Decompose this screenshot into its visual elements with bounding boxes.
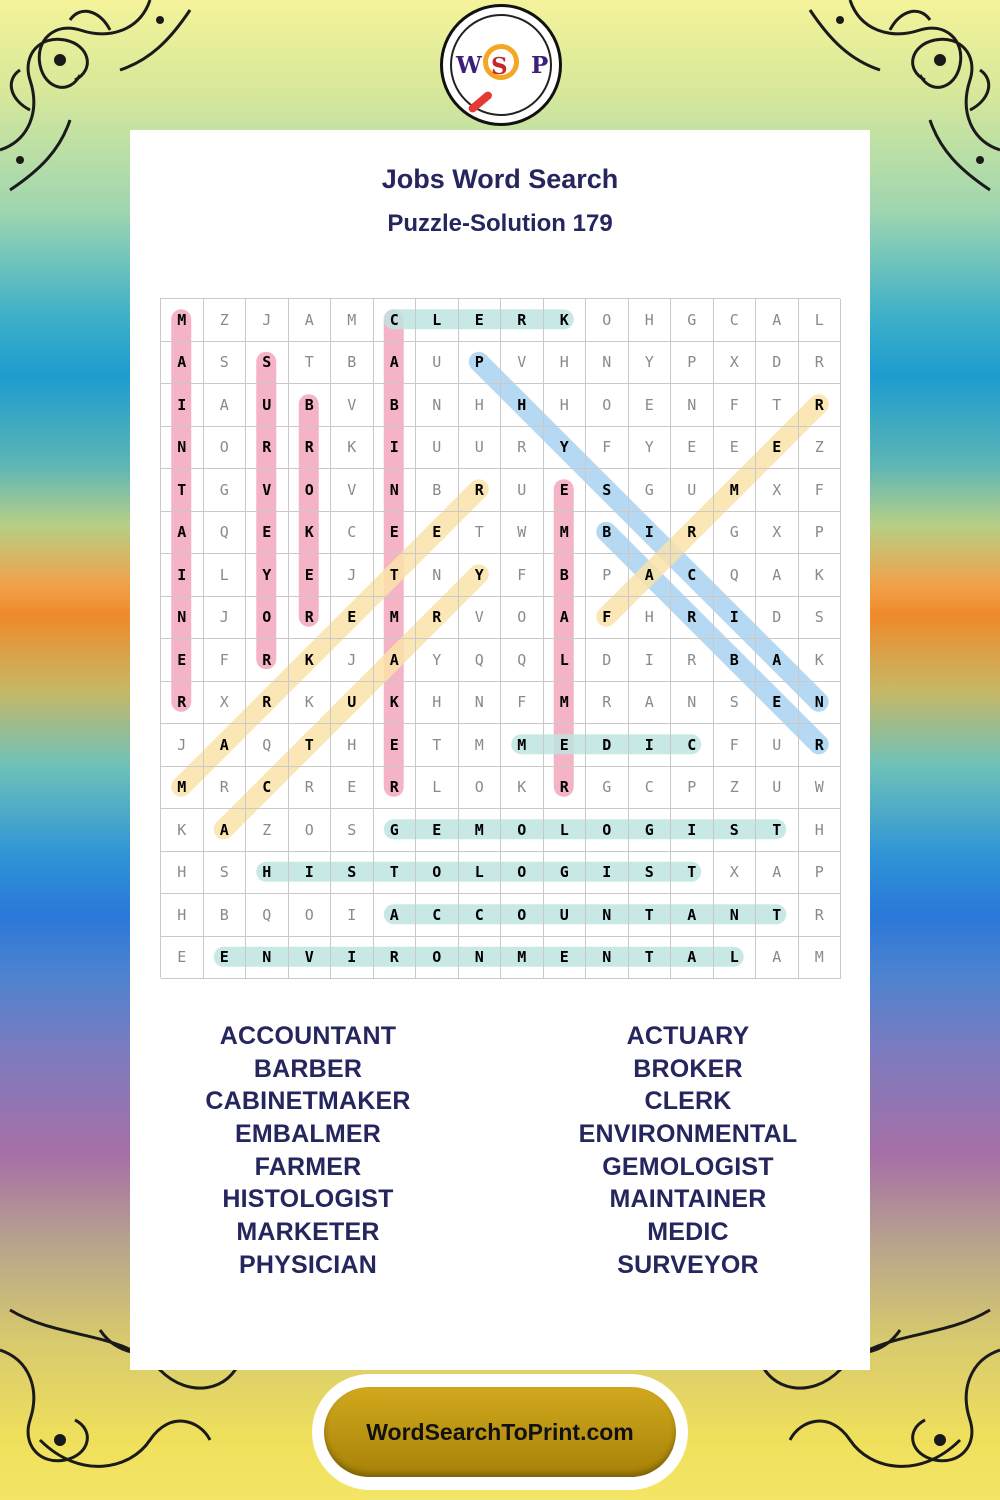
grid-cell[interactable]: O [501, 894, 544, 937]
grid-cell[interactable]: N [161, 427, 204, 470]
grid-cell[interactable]: L [416, 767, 459, 810]
grid-cell[interactable]: S [331, 809, 374, 852]
grid-cell[interactable]: D [586, 724, 629, 767]
word-list-item: CABINETMAKER [205, 1087, 411, 1116]
grid-cell[interactable]: A [544, 597, 587, 640]
word-list-item: ENVIRONMENTAL [578, 1120, 798, 1149]
grid-cell[interactable]: A [204, 809, 247, 852]
grid-cell[interactable]: X [714, 852, 757, 895]
grid-cell[interactable]: E [374, 512, 417, 555]
grid-cell[interactable]: M [544, 682, 587, 725]
grid-cell[interactable]: K [289, 682, 332, 725]
grid-cell[interactable]: M [374, 597, 417, 640]
grid-cell[interactable]: Q [246, 724, 289, 767]
grid-cell[interactable]: A [374, 639, 417, 682]
grid-cell[interactable]: I [331, 894, 374, 937]
grid-cell[interactable]: N [459, 937, 502, 980]
grid-cell[interactable]: T [289, 342, 332, 385]
grid-cell[interactable]: E [544, 469, 587, 512]
grid-cell[interactable]: R [501, 299, 544, 342]
grid-cell[interactable]: I [629, 724, 672, 767]
grid-cell[interactable]: R [459, 469, 502, 512]
grid-cell[interactable]: O [501, 597, 544, 640]
grid-cell[interactable]: J [331, 554, 374, 597]
grid-cell[interactable]: R [671, 639, 714, 682]
grid-cell[interactable]: G [629, 809, 672, 852]
grid-cell[interactable]: U [756, 724, 799, 767]
grid-cell[interactable]: O [459, 767, 502, 810]
grid-cell[interactable]: T [756, 809, 799, 852]
word-list-item: SURVEYOR [617, 1250, 759, 1279]
grid-cell[interactable]: I [629, 512, 672, 555]
grid-cell[interactable]: P [459, 342, 502, 385]
word-list-item: EMBALMER [234, 1120, 382, 1149]
grid-cell[interactable]: L [544, 809, 587, 852]
grid-cell[interactable]: V [501, 342, 544, 385]
grid-cell[interactable]: G [544, 852, 587, 895]
grid-cell[interactable]: R [501, 427, 544, 470]
grid-cell[interactable]: T [756, 384, 799, 427]
grid-cell[interactable]: V [246, 469, 289, 512]
grid-cell[interactable]: S [799, 597, 842, 640]
grid-cell[interactable]: L [204, 554, 247, 597]
grid-cell[interactable]: Z [246, 809, 289, 852]
grid-cell[interactable]: C [246, 767, 289, 810]
grid-cell[interactable]: N [799, 682, 842, 725]
grid-cell[interactable]: A [161, 512, 204, 555]
grid-cell[interactable]: R [416, 597, 459, 640]
grid-cell[interactable]: B [204, 894, 247, 937]
grid-cell[interactable]: N [586, 342, 629, 385]
grid-cell[interactable]: T [671, 852, 714, 895]
grid-cell[interactable]: O [289, 809, 332, 852]
grid-cell[interactable]: A [756, 299, 799, 342]
grid-cell[interactable]: V [459, 597, 502, 640]
grid-cell[interactable]: B [416, 469, 459, 512]
grid-cell[interactable]: D [756, 342, 799, 385]
grid-cell[interactable]: H [246, 852, 289, 895]
grid-cell[interactable]: V [289, 937, 332, 980]
grid-cell[interactable]: J [204, 597, 247, 640]
grid-cell[interactable]: U [756, 767, 799, 810]
grid-cell[interactable]: Z [204, 299, 247, 342]
grid-cell[interactable]: M [501, 937, 544, 980]
grid-cell[interactable]: L [459, 852, 502, 895]
grid-cell[interactable]: Q [714, 554, 757, 597]
grid-cell[interactable]: R [204, 767, 247, 810]
grid-cell[interactable]: S [204, 342, 247, 385]
grid-cell[interactable]: U [416, 342, 459, 385]
grid-cell[interactable]: N [161, 597, 204, 640]
grid-cell[interactable]: B [586, 512, 629, 555]
word-list-item: MEDIC [647, 1218, 729, 1247]
word-list-item: ACCOUNTANT [219, 1022, 397, 1050]
grid-cell[interactable]: Z [799, 427, 842, 470]
grid-cell[interactable]: C [671, 554, 714, 597]
grid-cell[interactable]: G [374, 809, 417, 852]
grid-cell[interactable]: E [416, 512, 459, 555]
word-list-left [123, 1020, 493, 1282]
grid-cell[interactable]: H [799, 809, 842, 852]
grid-cell[interactable]: E [756, 427, 799, 470]
grid-cell[interactable]: R [544, 767, 587, 810]
grid-cell[interactable]: U [459, 427, 502, 470]
grid-cell[interactable]: E [629, 384, 672, 427]
grid-cell[interactable]: R [374, 767, 417, 810]
grid-cell[interactable]: K [799, 639, 842, 682]
grid-cell[interactable]: R [671, 512, 714, 555]
grid-cell[interactable]: B [289, 384, 332, 427]
grid-cell[interactable]: V [331, 384, 374, 427]
grid-cell[interactable]: H [629, 597, 672, 640]
grid-cell[interactable]: T [459, 512, 502, 555]
grid-cell[interactable]: H [629, 299, 672, 342]
grid-cell[interactable]: O [416, 937, 459, 980]
grid-cell[interactable]: O [586, 384, 629, 427]
grid-cell[interactable]: R [246, 682, 289, 725]
logo-letter-s: S [491, 53, 508, 80]
grid-cell[interactable]: E [416, 809, 459, 852]
grid-cell[interactable]: N [714, 894, 757, 937]
grid-cell[interactable]: A [756, 852, 799, 895]
word-list-item: BARBER [253, 1054, 363, 1083]
grid-cell[interactable]: B [374, 384, 417, 427]
grid-cell[interactable]: K [289, 639, 332, 682]
logo-letter-w: W [456, 52, 482, 79]
grid-cell[interactable]: E [204, 937, 247, 980]
grid-cell[interactable]: F [586, 597, 629, 640]
grid-cell[interactable]: W [799, 767, 842, 810]
word-list-item: GEMOLOGIST [602, 1152, 774, 1181]
grid-cell[interactable]: O [501, 809, 544, 852]
grid-cell[interactable]: O [501, 852, 544, 895]
grid-cell[interactable]: Z [714, 767, 757, 810]
grid-cell[interactable]: M [544, 512, 587, 555]
grid-cell[interactable]: K [331, 427, 374, 470]
grid-cell[interactable]: X [204, 682, 247, 725]
grid-cell[interactable]: I [629, 639, 672, 682]
grid-cell[interactable]: G [671, 299, 714, 342]
grid-cell[interactable]: B [331, 342, 374, 385]
grid-cell[interactable]: P [671, 342, 714, 385]
grid-cell[interactable]: R [799, 894, 842, 937]
grid-cell[interactable]: N [671, 384, 714, 427]
grid-cell[interactable]: Y [544, 427, 587, 470]
grid-cell[interactable]: Q [204, 512, 247, 555]
grid-cell[interactable]: Q [501, 639, 544, 682]
grid-cell[interactable]: R [799, 342, 842, 385]
grid-cell[interactable]: B [714, 639, 757, 682]
grid-cell[interactable]: E [289, 554, 332, 597]
grid-cell[interactable]: T [374, 554, 417, 597]
grid-cell[interactable]: R [799, 724, 842, 767]
grid-cell[interactable]: N [246, 937, 289, 980]
grid-cell[interactable]: H [544, 342, 587, 385]
grid-cell[interactable]: M [161, 767, 204, 810]
grid-cell[interactable]: S [331, 852, 374, 895]
grid-cell[interactable]: L [416, 299, 459, 342]
grid-cell[interactable]: K [161, 809, 204, 852]
word-list-item: CLERK [644, 1087, 732, 1116]
grid-cell[interactable]: O [204, 427, 247, 470]
grid-cell[interactable]: K [289, 512, 332, 555]
grid-cell[interactable]: R [161, 682, 204, 725]
grid-cell[interactable]: E [331, 767, 374, 810]
grid-cell[interactable]: I [586, 852, 629, 895]
grid-cell[interactable]: S [246, 342, 289, 385]
grid-cell[interactable]: I [374, 427, 417, 470]
grid-cell[interactable]: Y [416, 639, 459, 682]
grid-cell[interactable]: M [459, 724, 502, 767]
grid-cell[interactable]: P [799, 852, 842, 895]
grid-cell[interactable]: X [756, 469, 799, 512]
grid-cell[interactable]: W [501, 512, 544, 555]
grid-cell[interactable]: A [756, 937, 799, 980]
grid-cell[interactable]: I [289, 852, 332, 895]
grid-cell[interactable]: K [501, 767, 544, 810]
grid-cell[interactable]: O [586, 809, 629, 852]
grid-cell[interactable]: A [671, 894, 714, 937]
word-list-item: BROKER [633, 1054, 743, 1083]
grid-cell[interactable]: N [671, 682, 714, 725]
grid-cell[interactable]: E [374, 724, 417, 767]
grid-cell[interactable]: R [671, 597, 714, 640]
grid-cell[interactable]: D [586, 639, 629, 682]
letter-grid [160, 298, 840, 978]
grid-cell[interactable]: U [246, 384, 289, 427]
grid-cell[interactable]: K [544, 299, 587, 342]
grid-cell[interactable]: O [289, 894, 332, 937]
grid-cell[interactable]: S [714, 682, 757, 725]
word-list-item: FARMER [254, 1152, 362, 1181]
grid-cell[interactable]: S [714, 809, 757, 852]
grid-cell[interactable]: V [331, 469, 374, 512]
word-list-item: MARKETER [236, 1218, 380, 1247]
grid-cell[interactable]: T [289, 724, 332, 767]
grid-cell[interactable]: K [374, 682, 417, 725]
grid-cell[interactable]: U [416, 427, 459, 470]
grid-cell[interactable]: I [331, 937, 374, 980]
grid-cell[interactable]: T [374, 852, 417, 895]
grid-cell[interactable]: H [161, 852, 204, 895]
grid-cell[interactable]: L [714, 937, 757, 980]
grid-cell[interactable]: B [544, 554, 587, 597]
grid-cell[interactable]: S [204, 852, 247, 895]
grid-cell[interactable]: L [799, 299, 842, 342]
word-list-item: MAINTAINER [609, 1185, 767, 1214]
grid-cell[interactable]: Y [629, 342, 672, 385]
grid-cell[interactable]: C [629, 767, 672, 810]
grid-cell[interactable]: A [289, 299, 332, 342]
grid-cell[interactable]: L [544, 639, 587, 682]
grid-cell[interactable]: G [629, 469, 672, 512]
grid-cell[interactable]: C [714, 299, 757, 342]
grid-cell[interactable]: Q [246, 894, 289, 937]
grid-cell[interactable]: E [161, 937, 204, 980]
grid-cell[interactable]: R [246, 639, 289, 682]
word-list-item: PHYSICIAN [239, 1250, 377, 1279]
grid-cell[interactable]: M [714, 469, 757, 512]
grid-cell[interactable]: T [416, 724, 459, 767]
grid-cell[interactable]: C [671, 724, 714, 767]
grid-cell[interactable]: H [544, 384, 587, 427]
grid-cell[interactable]: A [629, 554, 672, 597]
grid-cell[interactable]: Q [459, 639, 502, 682]
grid-cell[interactable]: R [289, 767, 332, 810]
grid-cell[interactable]: R [799, 384, 842, 427]
grid-cell[interactable]: F [586, 427, 629, 470]
grid-cell[interactable]: M [799, 937, 842, 980]
grid-cell[interactable]: F [714, 384, 757, 427]
grid-cell[interactable]: U [671, 469, 714, 512]
grid-cell[interactable]: R [246, 427, 289, 470]
puzzle-subtitle: Puzzle-Solution 179 [387, 210, 613, 237]
grid-cell[interactable]: X [756, 512, 799, 555]
grid-cell[interactable]: K [799, 554, 842, 597]
grid-cell[interactable]: N [374, 469, 417, 512]
grid-cell[interactable]: J [246, 299, 289, 342]
grid-cell[interactable]: N [416, 384, 459, 427]
grid-cell[interactable]: C [331, 512, 374, 555]
grid-cell[interactable]: U [331, 682, 374, 725]
grid-cell[interactable]: U [544, 894, 587, 937]
grid-cell[interactable]: M [161, 299, 204, 342]
grid-cell[interactable]: F [799, 469, 842, 512]
grid-cell[interactable]: E [756, 682, 799, 725]
grid-cell[interactable]: J [331, 639, 374, 682]
grid-cell[interactable]: N [459, 682, 502, 725]
grid-cell[interactable]: H [161, 894, 204, 937]
grid-cell[interactable]: E [544, 724, 587, 767]
grid-cell[interactable]: Y [246, 554, 289, 597]
grid-cell[interactable]: D [756, 597, 799, 640]
grid-cell[interactable]: C [459, 894, 502, 937]
grid-cell[interactable]: N [416, 554, 459, 597]
grid-cell[interactable]: G [586, 767, 629, 810]
grid-cell[interactable]: U [501, 469, 544, 512]
grid-cell[interactable]: G [204, 469, 247, 512]
grid-cell[interactable]: E [671, 427, 714, 470]
grid-cell[interactable]: M [459, 809, 502, 852]
grid-cell[interactable]: M [501, 724, 544, 767]
grid-cell[interactable]: P [586, 554, 629, 597]
grid-cell[interactable]: R [586, 682, 629, 725]
grid-cell[interactable]: H [501, 384, 544, 427]
grid-cell[interactable]: I [671, 809, 714, 852]
grid-cell[interactable]: A [374, 894, 417, 937]
puzzle-title: Jobs Word Search [381, 164, 619, 194]
grid-cell[interactable]: H [331, 724, 374, 767]
grid-cell[interactable]: O [289, 469, 332, 512]
site-link-button[interactable]: WordSearchToPrint.com [324, 1387, 676, 1477]
logo-letter-p: P [531, 52, 549, 79]
grid-cell[interactable]: S [629, 852, 672, 895]
grid-cell[interactable]: R [289, 427, 332, 470]
site-logo[interactable] [440, 4, 562, 126]
grid-cell[interactable]: E [161, 639, 204, 682]
grid-cell[interactable]: A [629, 682, 672, 725]
grid-cell[interactable]: R [374, 937, 417, 980]
grid-cell[interactable]: H [416, 682, 459, 725]
grid-cell[interactable]: N [586, 894, 629, 937]
grid-cell[interactable]: A [756, 554, 799, 597]
grid-cell[interactable]: I [161, 554, 204, 597]
grid-cell[interactable]: H [459, 384, 502, 427]
grid-cell[interactable]: X [714, 342, 757, 385]
grid-cell[interactable]: T [629, 894, 672, 937]
grid-cell[interactable]: G [714, 512, 757, 555]
grid-cell[interactable]: M [331, 299, 374, 342]
grid-cell[interactable]: R [289, 597, 332, 640]
grid-cell[interactable]: P [671, 767, 714, 810]
grid-cell[interactable]: E [331, 597, 374, 640]
grid-cell[interactable]: E [246, 512, 289, 555]
word-list-item: ACTUARY [626, 1022, 750, 1050]
grid-cell[interactable]: E [459, 299, 502, 342]
grid-cell[interactable]: A [204, 384, 247, 427]
grid-cell[interactable]: C [416, 894, 459, 937]
grid-cell[interactable]: T [161, 469, 204, 512]
grid-cell[interactable]: O [416, 852, 459, 895]
grid-cell[interactable]: S [586, 469, 629, 512]
grid-cell[interactable]: A [204, 724, 247, 767]
grid-cell[interactable]: T [629, 937, 672, 980]
grid-cell[interactable]: Y [629, 427, 672, 470]
grid-cell[interactable]: O [586, 299, 629, 342]
word-list-right [503, 1020, 873, 1282]
grid-cell[interactable]: O [246, 597, 289, 640]
grid-cell[interactable]: A [671, 937, 714, 980]
word-list-item: HISTOLOGIST [222, 1185, 394, 1214]
grid-cell[interactable]: I [714, 597, 757, 640]
word-search-grid [160, 298, 840, 978]
grid-cell[interactable]: E [714, 427, 757, 470]
grid-cell[interactable]: J [161, 724, 204, 767]
grid-cell[interactable]: F [714, 724, 757, 767]
grid-cell[interactable]: F [204, 639, 247, 682]
grid-cell[interactable]: E [544, 937, 587, 980]
grid-cell[interactable]: A [374, 342, 417, 385]
grid-cell[interactable]: Y [459, 554, 502, 597]
grid-cell[interactable]: I [161, 384, 204, 427]
grid-cell[interactable]: A [756, 639, 799, 682]
grid-cell[interactable]: N [586, 937, 629, 980]
grid-cell[interactable]: F [501, 682, 544, 725]
grid-cell[interactable]: P [799, 512, 842, 555]
grid-cell[interactable]: F [501, 554, 544, 597]
grid-cell[interactable]: C [374, 299, 417, 342]
grid-cell[interactable]: T [756, 894, 799, 937]
grid-cell[interactable]: A [161, 342, 204, 385]
